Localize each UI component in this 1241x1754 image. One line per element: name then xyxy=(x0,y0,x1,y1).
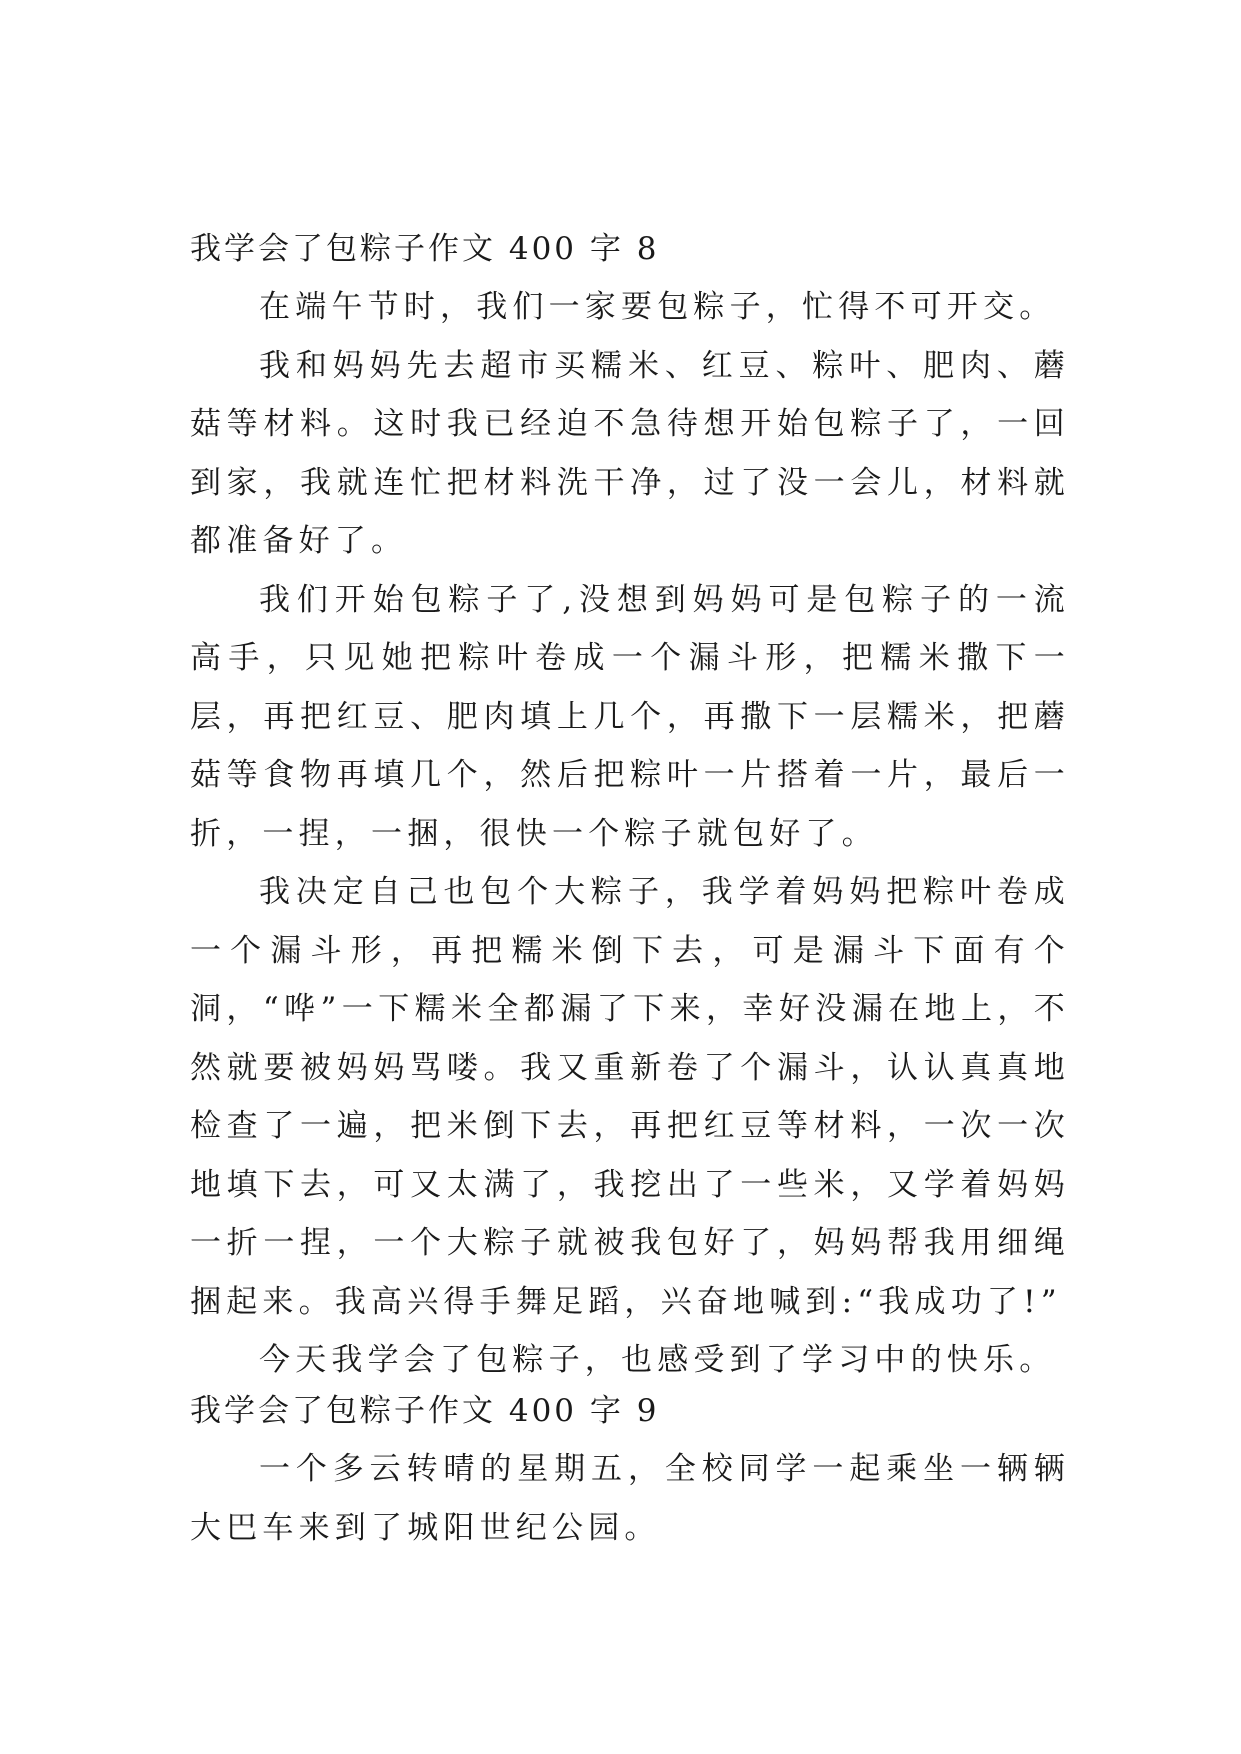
essay-paragraph: 我们开始包粽子了,没想到妈妈可是包粽子的一流高手，只见她把粽叶卷成一个漏斗形，把糯米撒下一层，再把红豆、肥肉填上几个，再撒下一层糯米，把蘑菇等食物再填几个，然后把粽叶一片搭着一片，最后一折，一捏，一捆，很快一个粽子就包好了。 xyxy=(190,581,1070,852)
essay-paragraph: 我和妈妈先去超市买糯米、红豆、粽叶、肥肉、蘑菇等材料。这时我已经迫不急待想开始包粽子了，一回到家，我就连忙把材料洗干净，过了没一会儿，材料就都准备好了。 xyxy=(190,347,1070,559)
essay-paragraph: 一个多云转晴的星期五，全校同学一起乘坐一辆辆大巴车来到了城阳世纪公园。 xyxy=(190,1451,1070,1546)
essay-paragraph: 在端午节时，我们一家要包粽子，忙得不可开交。 xyxy=(259,289,1056,325)
essay-section xyxy=(190,220,1070,1390)
essay-paragraph: 今天我学会了包粽子，也感受到了学习中的快乐。 xyxy=(259,1342,1056,1378)
essay-title: 我学会了包粽子作文 400 字 9 xyxy=(190,1393,660,1429)
essay-section xyxy=(190,1382,1070,1557)
essay-paragraph: 我决定自己也包个大粽子，我学着妈妈把粽叶卷成一个漏斗形，再把糯米倒下去，可是漏斗下面有个洞，“哗”一下糯米全都漏了下来，幸好没漏在地上，不然就要被妈妈骂喽。我又重新卷了个漏斗，认认真真地检查了一遍，把米倒下去，再把红豆等材料，一次一次地填下去，可又太满了，我挖出了一些米，又学着妈妈一折一捏，一个大粽子就被我包好了，妈妈帮我用细绳捆起来。我高兴得手舞足蹈，兴奋地喊到:“我成功了!” xyxy=(190,874,1070,1320)
essay-title: 我学会了包粽子作文 400 字 8 xyxy=(190,231,660,267)
